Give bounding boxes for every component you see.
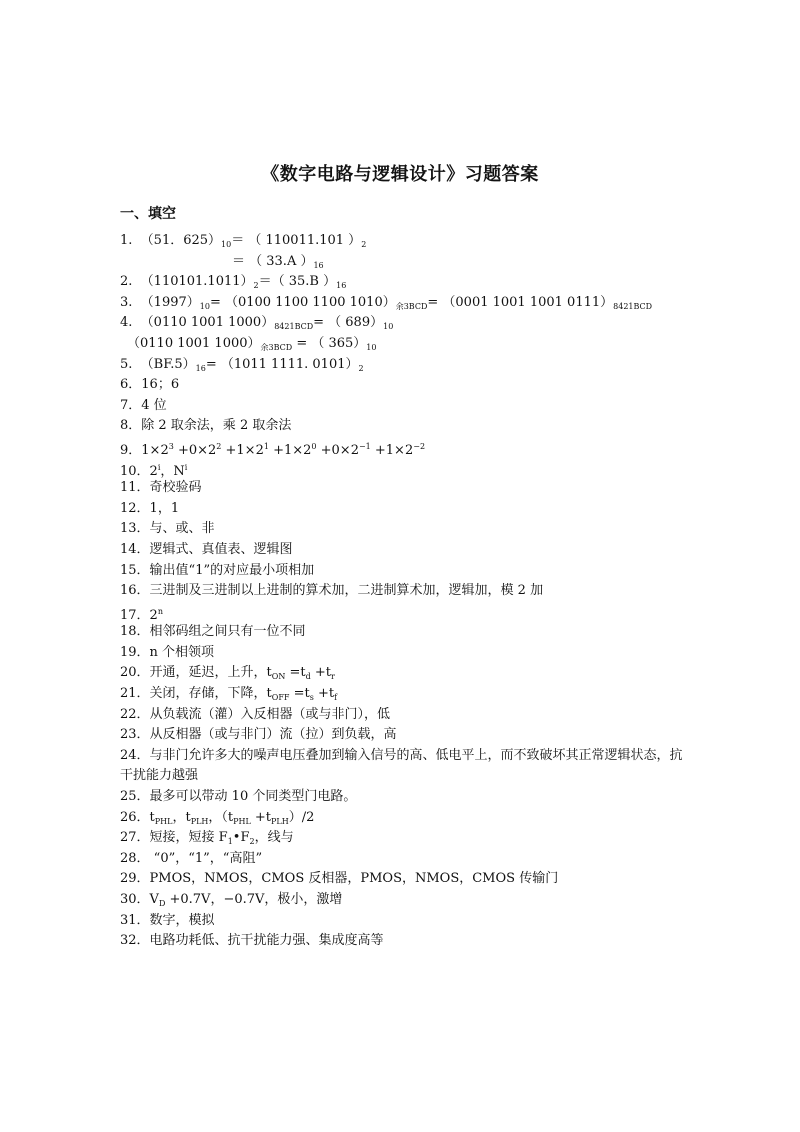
answer-4: 4. （0110 1001 $1000)_{8421BCD}=$ （ $689)_{10}$ <box>120 315 394 332</box>
answer-27: 27．短接，短接 $F_1•F_2$，线与 <box>120 830 294 847</box>
answer-3: 3. $(1997)_{10}= (0100$ 1100 1100 $1010)_{余3BCD}= (0001$ 1001 1001 $0111)_{8421BCD}$ <box>120 294 653 311</box>
answer-29: 29．PMOS，NMOS，CMOS 反相器，PMOS，NMOS，CMOS 传输门 <box>120 871 559 887</box>
answer-8: 8．除 2 取余法，乘 2 取余法 <box>120 418 292 434</box>
answer-25: 25．最多可以带动 10 个同类型门电路。 <box>120 789 357 805</box>
answer-14: 14．逻辑式、真值表、逻辑图 <box>120 541 293 557</box>
answer-26: 26．$t_{PHL}$，$t_{PLH}$，$(t_{PHL} +t_{PLH})/2$ <box>120 809 315 826</box>
answer-21: 21．关闭，存储，下降，$t_{OFF} =t_s +t_f$ <box>120 686 338 703</box>
answer-22: 22．从负载流（灌）入反相器（或与非门），低 <box>120 706 391 722</box>
answer-10: 10．2$^i$，$N^i$ <box>120 462 188 479</box>
answer-4-excess3: （0110 1001 $1000)_{余3BCD}$ = （ $365)_{10}$ <box>127 335 377 352</box>
answer-13: 13．与、或、非 <box>120 521 215 537</box>
document-title: 《数字电路与逻辑设计》习题答案 <box>261 164 539 185</box>
answer-19: 19．n 个相领项 <box>120 644 215 660</box>
answer-9: 9．$1\times 2^3 +0\times 2^2 +1\times 2^1 +1\times 2^0 +0\times 2^{-1} +1\times 2^{-2}$ <box>120 441 426 458</box>
answer-20: 20．开通，延迟，上升，$t_{ON} =t_d +t_r$ <box>120 665 335 682</box>
answer-5: 5. $(BF.5)_{16}= (1011$ 1111. $0101)_2$ <box>120 356 364 373</box>
answer-18: 18．相邻码组之间只有一位不同 <box>120 624 306 640</box>
answer-23: 23．从反相器（或与非门）流（拉）到负载，高 <box>120 727 397 743</box>
answer-1: 1. （51．$625)_{10}=$ （ 110011.101 ）$_2$ <box>120 233 367 249</box>
answer-11: 11．奇校验码 <box>120 480 202 496</box>
answer-1-hex: ＝ （ 33.A ）$_{16}$ <box>232 253 324 270</box>
answer-7: 7．4 位 <box>120 397 167 413</box>
answer-32: 32．电路功耗低、抗干扰能力强、集成度高等 <box>120 933 384 949</box>
answer-2: 2. $(110101.1011)_2=$（ 35.B ）$_{16}$ <box>120 274 347 291</box>
answer-list <box>120 231 690 952</box>
section-heading-fill-in: 一、填空 <box>120 206 176 222</box>
answer-12: 12．1，1 <box>120 500 180 516</box>
answer-24: 24．与非门允许多大的噪声电压叠加到输入信号的高、低电平上，而不致破坏其正常逻辑状态，抗干扰能力越强 <box>120 747 683 784</box>
answer-17: 17．2$^n$ <box>120 606 163 623</box>
answer-15: 15．输出值“1”的对应最小项相加 <box>120 562 315 578</box>
answer-6: 6．16；6 <box>120 377 180 393</box>
answer-16: 16．三进制及三进制以上进制的算术加，二进制算术加，逻辑加，模 2 加 <box>120 583 544 599</box>
answer-28: 28． “0”，“1”，“高阻” <box>120 850 263 866</box>
answer-30: 30．$V_D +0.7V$，−0.7V，极小，激增 <box>120 892 343 908</box>
answer-31: 31．数字，模拟 <box>120 912 215 928</box>
